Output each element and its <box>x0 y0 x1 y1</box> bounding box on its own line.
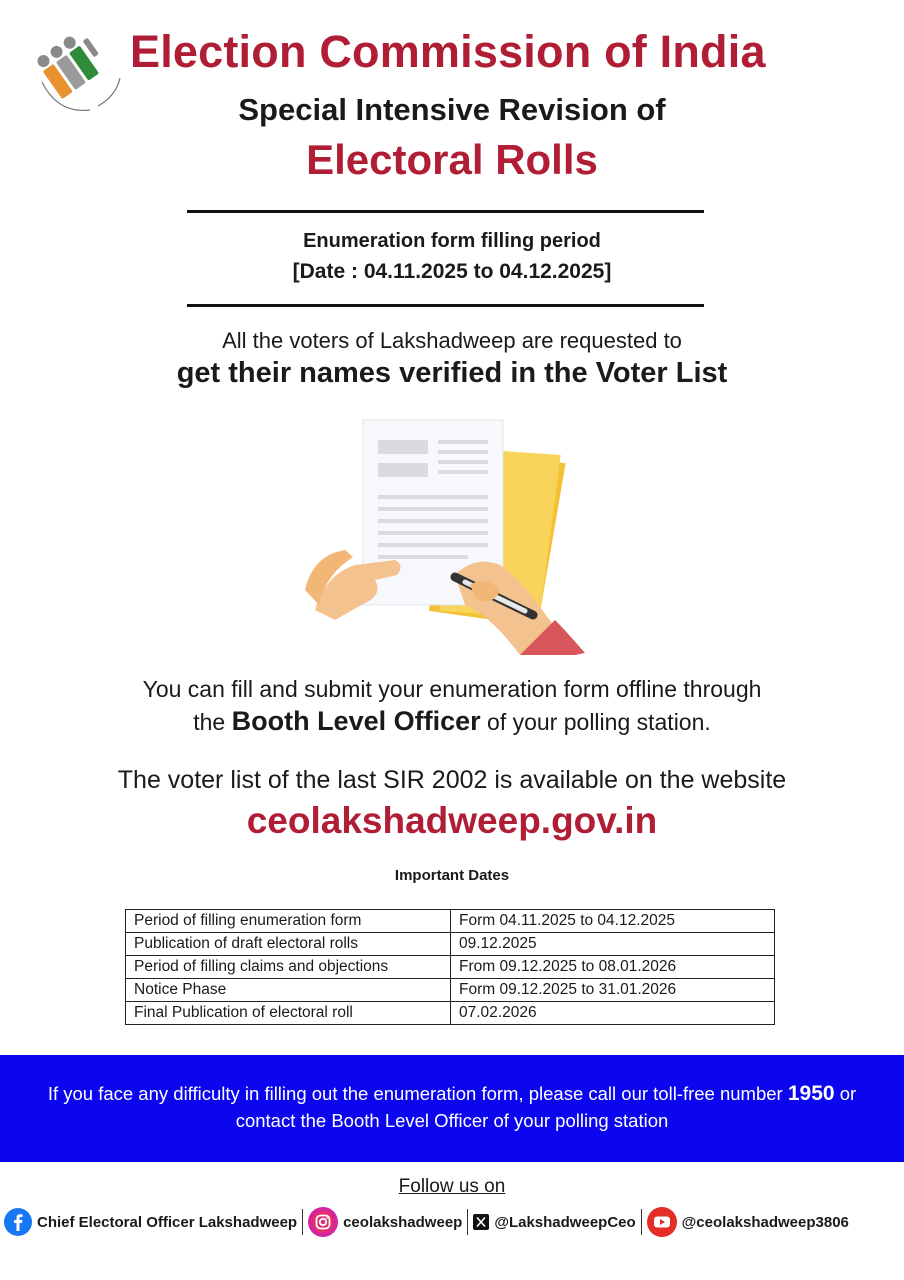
table-row: Final Publication of electoral roll 07.02.2026 <box>126 1002 775 1025</box>
social-instagram[interactable]: ceolakshadweep <box>308 1207 462 1237</box>
separator <box>641 1209 642 1235</box>
website-url[interactable]: ceolakshadweep.gov.in <box>246 800 658 841</box>
social-x[interactable]: @LakshadweepCeo <box>473 1214 635 1231</box>
form-signing-illustration <box>305 415 595 660</box>
youtube-icon <box>647 1207 677 1237</box>
separator <box>302 1209 303 1235</box>
divider-top <box>187 210 704 213</box>
toll-free-number[interactable]: 1950 <box>787 1082 835 1105</box>
org-title: Election Commission of India <box>130 26 766 77</box>
x-icon <box>473 1214 489 1230</box>
request-line-1: All the voters of Lakshadweep are requested to <box>222 328 682 353</box>
social-facebook[interactable]: Chief Electoral Officer Lakshadweep <box>4 1208 297 1236</box>
subtitle-line-2: Electoral Rolls <box>306 136 598 183</box>
period-label: Enumeration form filling period <box>303 230 601 252</box>
offline-line-1: You can fill and submit your enumeration form offline through <box>142 676 762 702</box>
helpline-line-1: If you face any difficulty in filling out the enumeration form, please call our toll-free number 1950 or <box>47 1082 857 1105</box>
important-dates-heading: Important Dates <box>394 867 510 884</box>
blo-emphasis: Booth Level Officer <box>231 706 481 736</box>
helpline-banner <box>0 1055 904 1162</box>
helpline-line-2: contact the Booth Level Officer of your polling station <box>235 1110 669 1131</box>
website-intro: The voter list of the last SIR 2002 is available on the website <box>117 766 787 794</box>
subtitle-line-1: Special Intensive Revision of <box>238 92 666 127</box>
table-row: Period of filling enumeration form Form 04.11.2025 to 04.12.2025 <box>126 910 775 933</box>
important-dates-table <box>125 909 775 1025</box>
offline-line-2: the Booth Level Officer of your polling station. <box>193 706 711 736</box>
separator <box>467 1209 468 1235</box>
social-youtube[interactable]: @ceolakshadweep3806 <box>647 1207 849 1237</box>
instagram-icon <box>308 1207 338 1237</box>
social-links <box>4 1205 900 1239</box>
divider-bottom <box>187 304 704 307</box>
follow-us-label: Follow us on <box>398 1176 506 1197</box>
table-row: Publication of draft electoral rolls 09.12.2025 <box>126 933 775 956</box>
request-line-2: get their names verified in the Voter List <box>176 357 728 389</box>
period-dates: [Date : 04.11.2025 to 04.12.2025] <box>292 260 612 283</box>
facebook-icon <box>4 1208 32 1236</box>
table-row: Notice Phase Form 09.12.2025 to 31.01.2026 <box>126 979 775 1002</box>
table-row: Period of filling claims and objections From 09.12.2025 to 08.01.2026 <box>126 956 775 979</box>
